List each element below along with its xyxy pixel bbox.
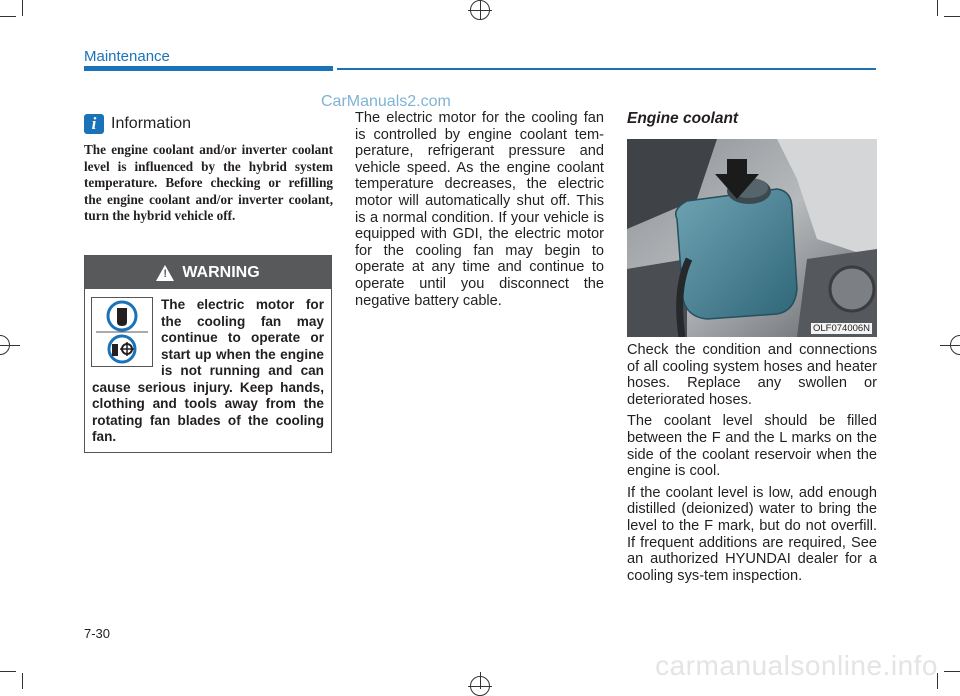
info-icon: i [84, 114, 104, 134]
watermark-bottom: carmanualsonline.info [655, 650, 938, 681]
engine-coolant-text [627, 342, 877, 589]
crop-mark [0, 16, 16, 17]
warning-body-container [92, 297, 324, 446]
warning-header [85, 256, 331, 289]
coolant-reservoir-photo [627, 139, 877, 337]
info-body: The engine coolant and/or inverter coolant level is influenced by the hybrid system temperature. Before checking or refilling the engine coolant and/or inverter coolant, turn the hybrid vehicle off. [84, 142, 333, 224]
warning-body: The electric motor for the cooling fan may continue to operate or start up when the engine is not running and can cause serious injury. Keep hands, clothing and tools away from the rotating fan blades of the cooling fan. [92, 297, 324, 444]
coolant-paragraph: If the coolant level is low, add enough distilled (deionized) water to bring the level to the F mark, but do not overfill. If frequent additions are required, See an authorized HYUNDAI dealer for a cooling sys-tem inspection. [627, 484, 877, 584]
engine-coolant-heading: Engine coolant [627, 110, 739, 127]
crop-mark [944, 671, 960, 672]
header-rule-thick [84, 66, 333, 71]
watermark-top: CarManuals2.com [321, 93, 451, 110]
crop-mark [937, 0, 938, 16]
page-number: 7-30 [84, 626, 111, 641]
crop-mark [944, 16, 960, 17]
info-title: Information [111, 115, 192, 132]
header-rule-thin [337, 68, 876, 70]
section-title: Maintenance [84, 48, 170, 65]
crop-mark [22, 673, 23, 689]
warning-triangle-icon: ! [156, 265, 174, 281]
cooling-fan-text: The electric motor for the cooling fan is controlled by engine coolant tem-perature, refrigerant pressure and vehicle speed. As the engine coolant temperature decreases, the electric motor will automatically shut off. This is a normal condition. If your vehicle is equipped with GDI, the electric motor for the cooling fan may begin to operate at any time and continue to operate until you disconnect the negative battery cable. [355, 110, 604, 309]
photo-code: OLF074006N [813, 323, 871, 334]
crop-mark [0, 671, 16, 672]
crop-mark [22, 0, 23, 16]
coolant-paragraph: Check the condition and connections of all cooling system hoses and heater hoses. Replace any swollen or deteriorated hoses. [627, 342, 877, 408]
warning-label: WARNING [182, 263, 260, 281]
coolant-paragraph: The coolant level should be filled between the F and the L marks on the side of the coolant reservoir when the engine is cool. [627, 413, 877, 480]
warning-box [84, 255, 332, 453]
